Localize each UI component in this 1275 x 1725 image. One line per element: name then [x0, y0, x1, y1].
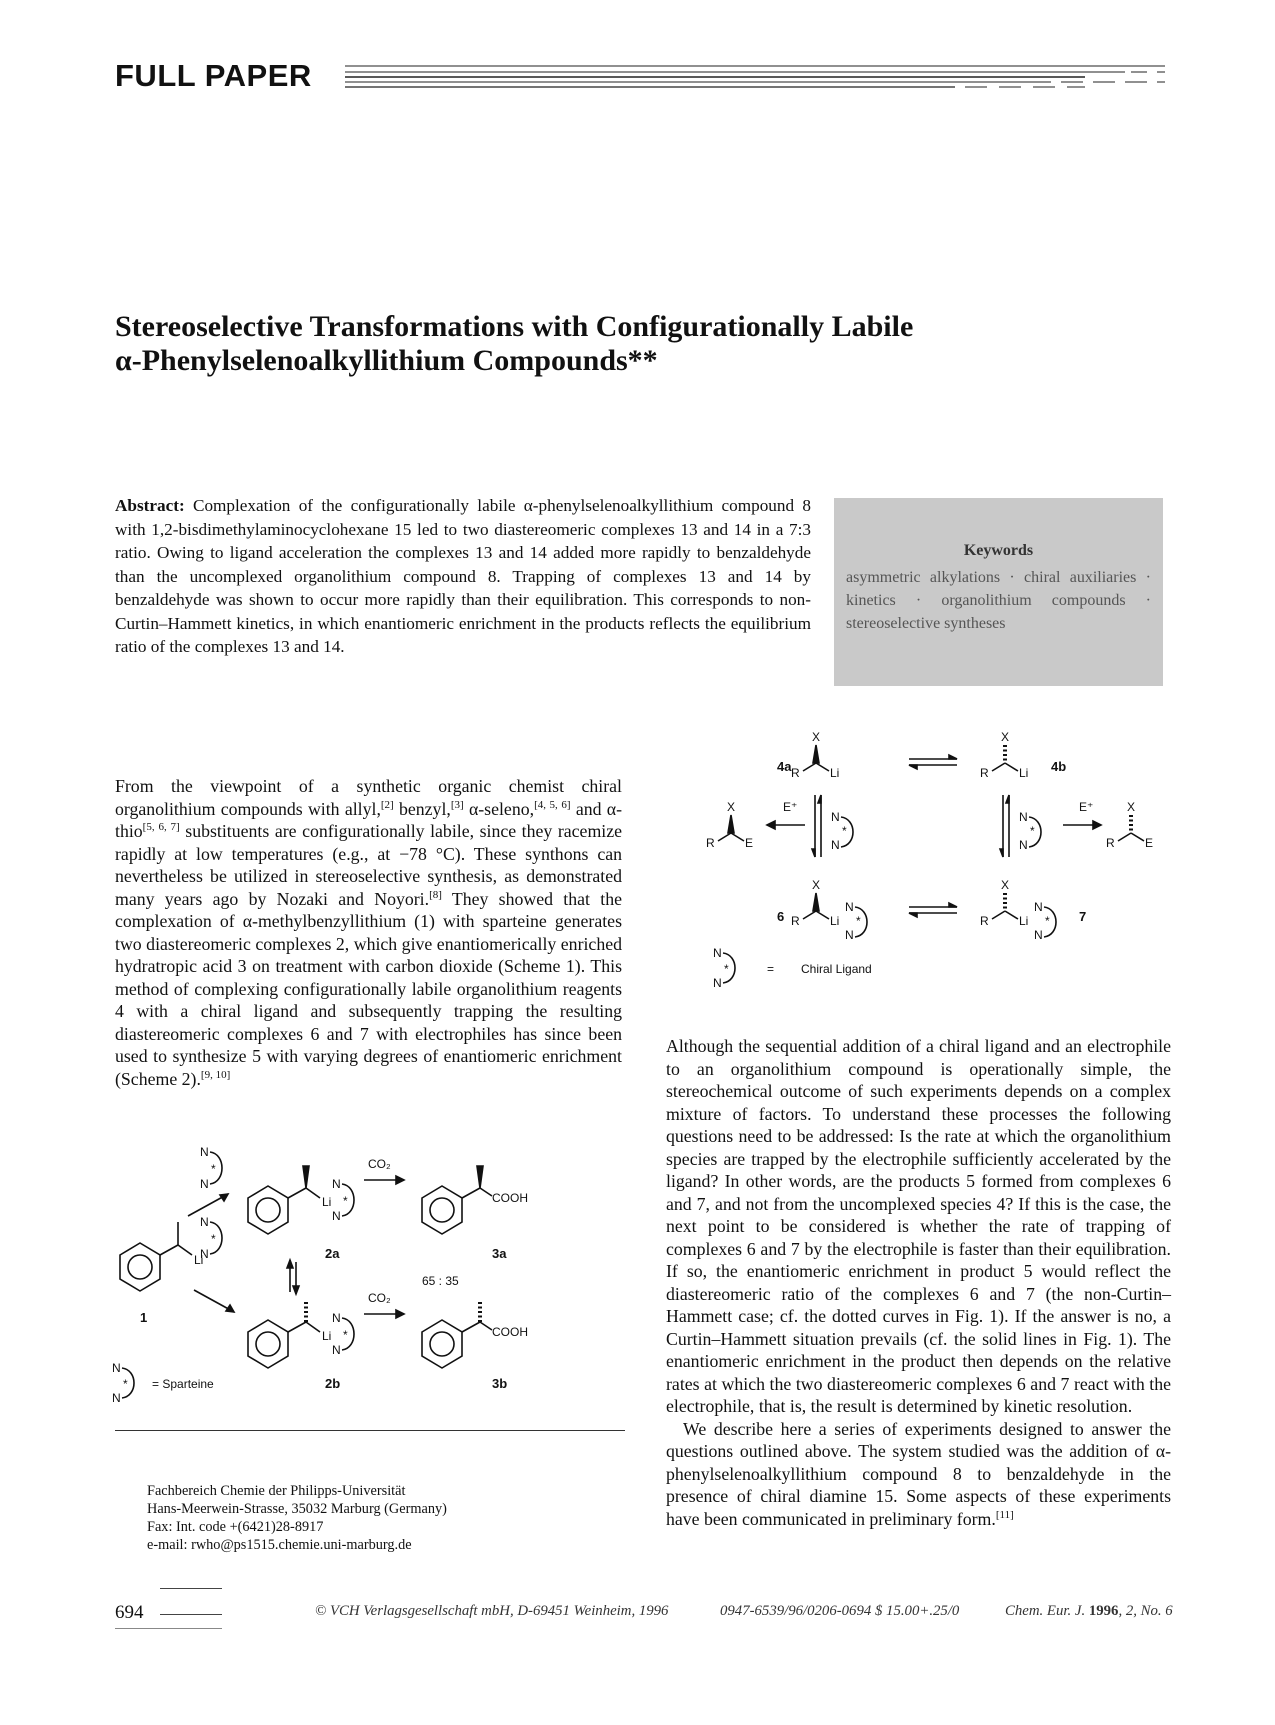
footer-citation	[1005, 1603, 1173, 1620]
label-compound-6: 6	[777, 909, 785, 924]
equilibrium-6-7	[909, 903, 957, 917]
compound-4b-structure	[980, 730, 1028, 780]
co2-label-bottom: CO₂	[368, 1291, 391, 1305]
co2-label-top: CO₂	[368, 1157, 391, 1171]
footer-copyright: © VCH Verlagsgesellschaft mbH, D-69451 Weinheim, 1996	[315, 1603, 669, 1619]
body-column-1: From the viewpoint of a synthetic organic chemist chiral organolithium compounds with allyl,[2] benzyl,[3] α-seleno,[4, 5, 6] and α-thio[5, 6, 7] substituents are configurationally labile, since they racemize rapidly at low temperatures (e.g., at −78 °C). These synthons can nevertheless be utilized in stereoselective synthesis, as demonstrated many years ago by Nozaki and Noyori.[8] They showed that the complexation of α-methylbenzyllithium (1) with sparteine generates two diastereomeric complexes 2, which give enantiomerically enriched hydratropic acid 3 on treatment with carbon dioxide (Scheme 1). This method of complexing configurationally labile organolithium reagents 4 with a chiral ligand and subsequently trapping the resulting diastereomeric complexes 6 and 7 with electrophiles has since been used to synthesize 5 with varying degrees of enantiomeric enrichment (Scheme 2).[9, 10]	[115, 776, 623, 1089]
svg-text:N: N	[831, 810, 840, 824]
label-compound-4a: 4a	[777, 759, 792, 774]
svg-text:N: N	[200, 1247, 209, 1261]
chiral-ligand-legend-eq: =	[767, 962, 775, 976]
svg-text:*: *	[123, 1377, 128, 1391]
chiral-ligand-symbol-left	[831, 810, 853, 852]
svg-text:*: *	[211, 1162, 216, 1176]
svg-text:N: N	[200, 1215, 209, 1229]
page-number-rule-base	[115, 1628, 222, 1629]
svg-text:X: X	[812, 878, 821, 892]
svg-text:N: N	[845, 928, 854, 942]
svg-text:E: E	[1145, 836, 1154, 850]
svg-text:N: N	[1034, 928, 1043, 942]
svg-text:Li: Li	[1019, 914, 1029, 928]
equilibrium-4a-4b	[909, 755, 957, 769]
svg-text:N: N	[200, 1177, 209, 1191]
svg-text:N: N	[713, 946, 722, 960]
article-title	[115, 310, 1015, 378]
svg-text:N: N	[1034, 900, 1043, 914]
cooh-label-3a: COOH	[492, 1191, 528, 1205]
svg-text:N: N	[112, 1361, 121, 1375]
page-number: 694	[115, 1602, 144, 1623]
scheme-1	[110, 1140, 630, 1410]
sparteine-legend-label: = Sparteine	[152, 1377, 214, 1391]
compound-3b-structure	[422, 1300, 492, 1368]
eplus-left: E⁺	[783, 800, 798, 814]
eplus-right: E⁺	[1079, 800, 1094, 814]
title-line-2: α-Phenylselenoalkyllithium Compounds**	[115, 344, 658, 377]
compound-4a-structure	[791, 730, 839, 780]
label-compound-3b: 3b	[492, 1376, 508, 1391]
svg-text:R: R	[791, 914, 800, 928]
svg-text:E: E	[745, 836, 754, 850]
svg-text:N: N	[1019, 810, 1028, 824]
col2-paragraph-2: We describe here a series of experiments designed to answer the questions outlined above. The system studied was the addition of α-phenylselenoalkyllithium compound 8 to benzaldehyde in the presence of chiral diamine 15. Some aspects of these experiments have been communicated in preliminary form.[11]	[666, 1418, 1171, 1529]
complex-7-structure	[980, 878, 1056, 942]
chiral-ligand-legend-label: Chiral Ligand	[801, 962, 872, 976]
affiliation-line-1: Fachbereich Chemie der Philipps-Universität	[147, 1483, 406, 1499]
equilibrium-4a-6	[812, 795, 821, 857]
scheme1-li-2a: Li	[322, 1195, 332, 1209]
svg-text:X: X	[1001, 878, 1010, 892]
cooh-label-3b: COOH	[492, 1325, 528, 1339]
page-number-rule-top	[160, 1588, 222, 1589]
svg-text:N: N	[332, 1209, 341, 1223]
label-compound-3a: 3a	[492, 1246, 507, 1261]
title-line-1: Stereoselective Transformations with Configurationally Labile	[115, 310, 914, 343]
svg-text:R: R	[980, 766, 989, 780]
svg-text:N: N	[112, 1391, 121, 1405]
label-compound-4b: 4b	[1051, 759, 1067, 774]
footer-journal: Chem. Eur. J.	[1005, 1603, 1086, 1619]
section-label: FULL PAPER	[115, 58, 312, 93]
scheme-2	[705, 725, 1175, 995]
affiliation-line-2: Hans-Meerwein-Strasse, 35032 Marburg (Germany)	[147, 1501, 447, 1517]
svg-text:*: *	[343, 1328, 348, 1342]
affiliation-line-3: Fax: Int. code +(6421)28-8917	[147, 1519, 324, 1535]
svg-text:X: X	[727, 800, 736, 814]
label-compound-2a: 2a	[325, 1246, 340, 1261]
header-rules	[345, 62, 1165, 92]
scheme1-li-2b: Li	[322, 1329, 332, 1343]
col2-paragraph-1: Although the sequential addition of a chiral ligand and an electrophile to an organolithium compound is operationally simple, the stereochemical outcome of such experiments depends on a complex mixture of factors. To understand these processes the following questions need to be addressed: Is the rate at which the organolithium species are trapped by the electrophile sufficiently accelerated by the ligand? In other words, are the products 5 formed from complexes 6 and 7, and not from the uncomplexed species 4? If this is the case, the next point to be considered is whether the rate of trapping of complexes 6 and 7 by the electrophile is faster than their equilibration. If so, the enantiomeric enrichment in product 5 would reflect the diastereomeric ratio of the complexes 6 and 7 (the non-Curtin–Hammett case; cf. the dotted curves in Fig. 1). If the answer is no, a Curtin–Hammett situation prevails (cf. the solid lines in Fig. 1). The enantiomeric enrichment in the product then depends on the relative rates at which the two diastereomeric complexes 6 and 7 react with the electrophile, that is, the result is determined by kinetic resolution.	[666, 1036, 1171, 1416]
svg-text:N: N	[713, 976, 722, 990]
svg-text:N: N	[332, 1311, 341, 1325]
chiral-ligand-legend-symbol	[713, 946, 735, 990]
svg-text:*: *	[1045, 914, 1050, 928]
compound-3a-structure	[422, 1166, 492, 1234]
abstract-text: Complexation of the configurationally labile α-phenylselenoalkyllithium compound 8 with 1,2-bisdimethylaminocyclohexane 15 led to two diastereomeric complexes 13 and 14 in a 7:3 ratio. Owing to ligand acceleration the complexes 13 and 14 added more rapidly to benzaldehyde than the uncomplexed organolithium compound 8. Trapping of complexes 13 and 14 by benzaldehyde was shown to occur more rapidly than their equilibration. This corresponds to non-Curtin–Hammett kinetics, in which enantiomeric enrichment in the products reflects the equilibrium ratio of the complexes 13 and 14.	[115, 496, 811, 656]
sparteine-symbol-middle	[200, 1215, 222, 1261]
footer-volume: , 2, No. 6	[1118, 1603, 1173, 1619]
svg-text:R: R	[706, 836, 715, 850]
svg-text:Li: Li	[830, 914, 840, 928]
svg-text:Li: Li	[830, 766, 840, 780]
abstract: Abstract: Complexation of the configurationally labile α-phenylselenoalkyllithium compound 8 with 1,2-bisdimethylaminocyclohexane 15 led to two diastereomeric complexes 13 and 14 in a 7:3 ratio. Owing to ligand acceleration the complexes 13 and 14 added more rapidly to benzaldehyde than the uncomplexed organolithium compound 8. Trapping of complexes 13 and 14 by benzaldehyde was shown to occur more rapidly than their equilibration. This corresponds to non-Curtin–Hammett kinetics, in which enantiomeric enrichment in the products reflects the equilibrium ratio of the complexes 13 and 14.	[115, 496, 811, 656]
scheme1-li-1: Li	[194, 1253, 204, 1267]
equilibrium-arrows-2a-2b	[287, 1260, 299, 1294]
svg-text:*: *	[211, 1232, 216, 1246]
label-compound-1: 1	[140, 1310, 148, 1325]
svg-text:N: N	[831, 838, 840, 852]
affiliation-separator	[115, 1430, 625, 1431]
svg-text:N: N	[332, 1343, 341, 1357]
svg-text:X: X	[812, 730, 821, 744]
svg-text:N: N	[200, 1145, 209, 1159]
svg-text:X: X	[1127, 800, 1136, 814]
keywords-list: asymmetric alkylations · chiral auxiliaries · kinetics · organolithium compounds · stereoselective syntheses	[846, 569, 1151, 632]
compound-1-structure	[120, 1222, 192, 1291]
footer-issn: 0947-6539/96/0206-0694 $ 15.00+.25/0	[720, 1603, 960, 1619]
svg-text:N: N	[845, 900, 854, 914]
product-right-structure	[1106, 800, 1153, 850]
label-compound-2b: 2b	[325, 1376, 341, 1391]
footer-year: 1996	[1088, 1603, 1119, 1619]
svg-text:Li: Li	[1019, 766, 1029, 780]
label-compound-7: 7	[1079, 909, 1087, 924]
svg-text:*: *	[343, 1194, 348, 1208]
page-number-rule-bottom	[160, 1614, 222, 1615]
body-column-2	[666, 1035, 1171, 1530]
svg-text:R: R	[1106, 836, 1115, 850]
svg-text:*: *	[842, 824, 847, 838]
equilibrium-4b-7	[1000, 795, 1009, 857]
affiliation-line-4: e-mail: rwho@ps1515.chemie.uni-marburg.de	[147, 1537, 412, 1553]
svg-text:N: N	[1019, 838, 1028, 852]
svg-text:*: *	[1030, 824, 1035, 838]
svg-text:R: R	[791, 766, 800, 780]
abstract-label: Abstract	[115, 496, 179, 515]
chiral-ligand-symbol-right	[1019, 810, 1041, 852]
sparteine-symbol-top	[200, 1145, 222, 1191]
svg-text:*: *	[724, 962, 729, 976]
product-left-structure	[706, 800, 753, 850]
keywords-box	[834, 498, 1163, 686]
affiliation	[147, 1482, 617, 1554]
svg-text:X: X	[1001, 730, 1010, 744]
svg-text:N: N	[332, 1177, 341, 1191]
svg-text:*: *	[856, 914, 861, 928]
svg-text:R: R	[980, 914, 989, 928]
ratio-label: 65 : 35	[422, 1274, 459, 1288]
complex-6-structure	[791, 878, 867, 942]
keywords-title: Keywords	[963, 542, 1034, 559]
sparteine-legend-symbol	[112, 1361, 134, 1405]
